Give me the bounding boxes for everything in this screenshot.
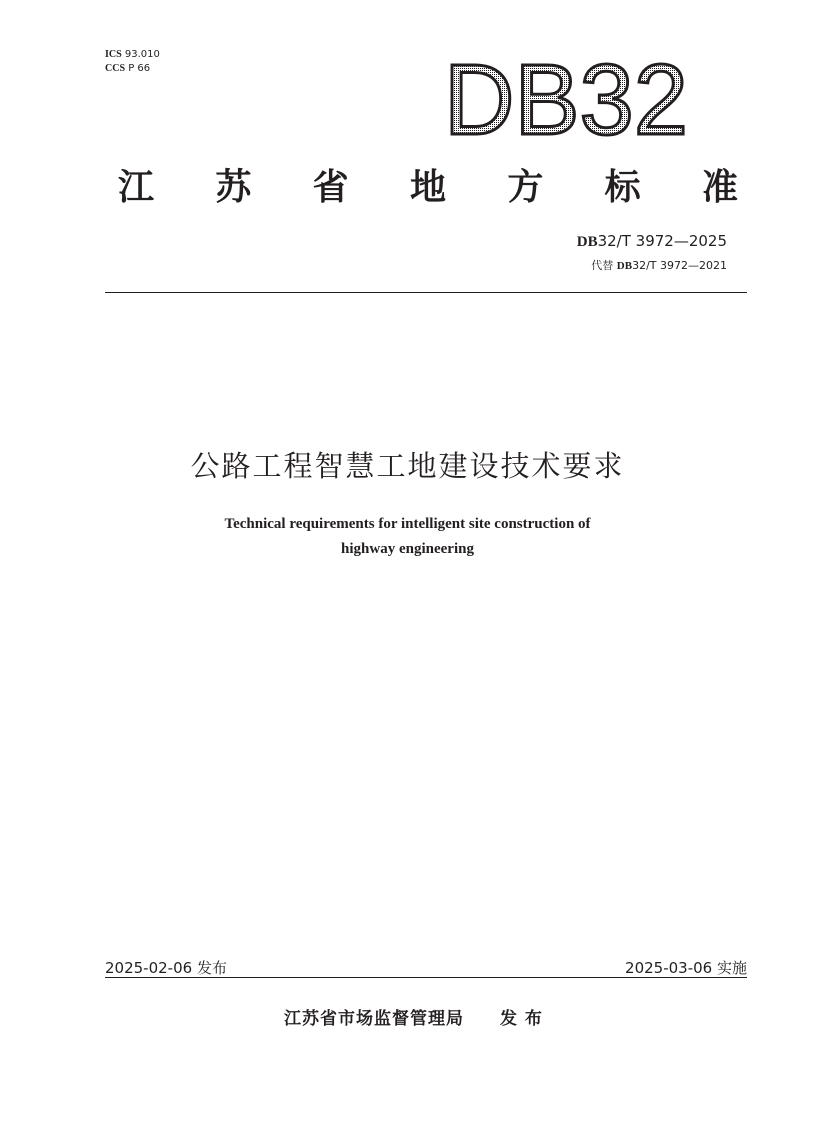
- logo-text: DB32: [444, 54, 688, 140]
- standard-type: [118, 162, 738, 206]
- ccs-label: CCS: [105, 63, 126, 74]
- title-english-line: highway engineering: [341, 541, 474, 557]
- issuer-name: 江苏省市场监督管理局: [284, 1009, 464, 1029]
- replaces-label: 代替: [591, 259, 614, 272]
- ics-value: 93.010: [124, 49, 160, 60]
- ics-code: [105, 48, 160, 62]
- standard-type-char: 准: [701, 165, 738, 208]
- header-divider: [105, 292, 747, 293]
- replaces-prefix: DB: [616, 260, 633, 272]
- classification-codes: [105, 48, 160, 76]
- implement-date: 2025-03-06 实施: [625, 959, 747, 977]
- db32-logo: [440, 54, 690, 140]
- title-chinese: 公路工程智慧工地建设技术要求: [190, 449, 625, 483]
- title-english-line: Technical requirements for intelligent site construction of: [224, 516, 591, 532]
- ccs-code: [105, 62, 160, 76]
- footer-divider: [105, 977, 747, 978]
- title-english: [0, 512, 815, 562]
- standard-type-char: 地: [409, 165, 446, 208]
- standard-code-number: 32/T 3972—2025: [597, 232, 727, 250]
- publish-date: 2025-02-06 发布: [105, 959, 227, 977]
- standard-type-char: 苏: [215, 165, 252, 208]
- standard-type-char: 省: [312, 165, 349, 208]
- standard-code: [577, 232, 727, 251]
- standard-type-char: 标: [604, 165, 641, 208]
- issuer: [284, 1004, 543, 1029]
- standard-type-char: 方: [507, 165, 544, 208]
- standard-code-prefix: DB: [576, 234, 598, 250]
- replaces-code: [591, 257, 727, 273]
- replaces-number: 32/T 3972—2021: [632, 259, 727, 272]
- ics-label: ICS: [105, 49, 122, 60]
- standard-type-char: 江: [118, 165, 155, 208]
- issuer-action: 发 布: [500, 1009, 543, 1029]
- ccs-value: P 66: [128, 63, 151, 74]
